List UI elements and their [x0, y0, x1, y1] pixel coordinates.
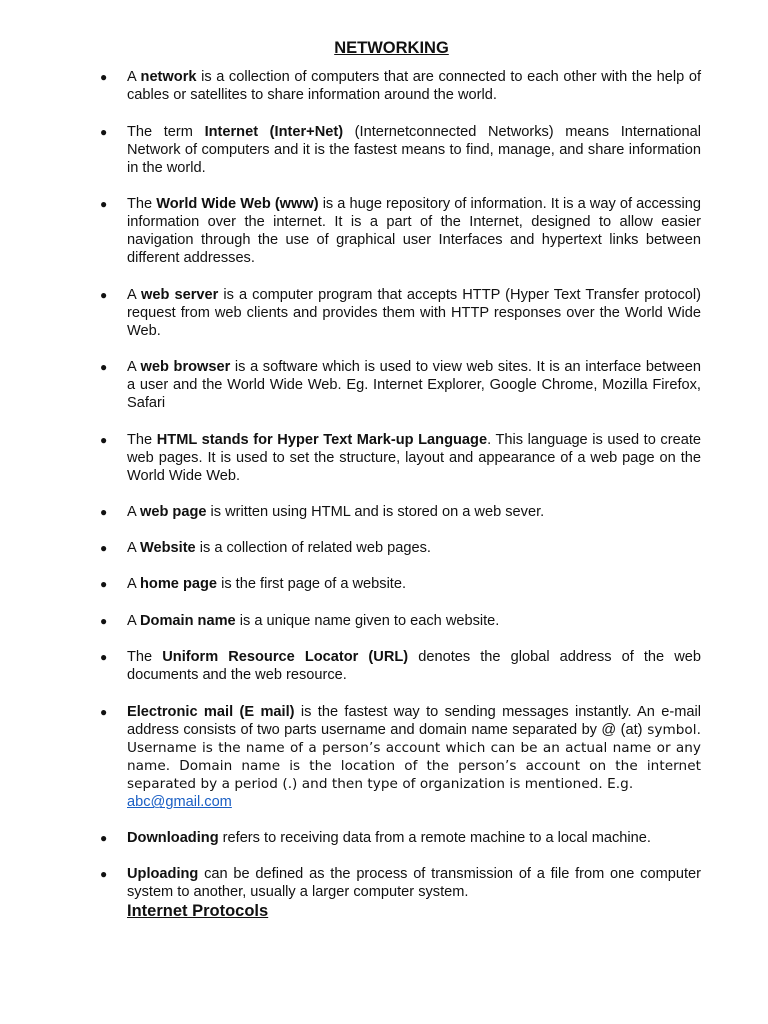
section-heading: Internet Protocols — [127, 902, 269, 920]
term: home page — [139, 576, 218, 592]
item-text: A Domain name is a unique name given to each website. — [127, 613, 500, 629]
item-text: A Website is a collection of related web pages. — [127, 540, 431, 556]
bullet-icon: ● — [100, 705, 108, 719]
term: Uniform Resource Locator (URL) — [162, 649, 409, 665]
bullet-icon: ● — [100, 360, 108, 374]
term: web page — [139, 504, 207, 520]
item-text: The World Wide Web (www) is a huge repository of information. It is a way of accessing information over the internet. It is a part of the Internet, designed to allow easier navigation through the use of graphical user Interfaces and hypertext links between different addresses. — [127, 196, 701, 267]
term: Uploading — [127, 866, 199, 882]
item-text: The HTML stands for Hyper Text Mark-up Language. This language is used to create web pages. It is used to set the structure, layout and appearance of a web page on the World Wide Web. — [127, 432, 701, 485]
term: Website — [139, 540, 196, 556]
item-text: A web browser is a software which is used to view web sites. It is an interface between a user and the World Wide Web. Eg. Internet Explorer, Google Chrome, Mozilla Firefox, Safari — [127, 359, 701, 412]
bullet-icon: ● — [100, 867, 108, 881]
item-text: Uploading can be defined as the process of transmission of a file from one computer system to another, usually a larger computer system. — [127, 866, 701, 901]
term: Internet (Inter+Net) — [204, 124, 344, 140]
bullet-icon: ● — [100, 288, 108, 302]
item-text: The term Internet (Inter+Net) (Internetconnected Networks) means International Network of computers and it is the fastest means to find, manage, and share information in the world. — [127, 124, 702, 177]
term: Electronic mail (E mail) — [127, 704, 295, 720]
bullet-icon: ● — [100, 614, 108, 628]
term: Downloading — [127, 830, 219, 846]
item-text: A home page is the first page of a website. — [127, 576, 407, 592]
bullet-icon: ● — [100, 650, 108, 664]
item-text: A web page is written using HTML and is stored on a web sever. — [127, 504, 545, 520]
term: HTML stands for Hyper Text Mark-up Language — [156, 432, 488, 448]
page-title: NETWORKING — [334, 39, 449, 57]
email-link[interactable]: abc@gmail.com — [127, 794, 232, 811]
bullet-icon: ● — [100, 541, 108, 555]
term: Domain name — [139, 613, 236, 629]
term: web browser — [140, 359, 231, 375]
bullet-icon: ● — [100, 197, 108, 211]
term: World Wide Web (www) — [156, 196, 319, 212]
term: web server — [141, 287, 219, 303]
bullet-icon: ● — [100, 433, 108, 447]
item-text: The Uniform Resource Locator (URL) denotes the global address of the web documents and the web resource. — [127, 649, 702, 684]
term: network — [140, 69, 197, 85]
item-text: Downloading refers to receiving data from a remote machine to a local machine. — [127, 830, 651, 846]
bullet-icon: ● — [100, 125, 108, 139]
bullet-icon: ● — [100, 505, 108, 519]
item-text: A network is a collection of computers that are connected to each other with the help of cables or satellites to share information around the world. — [127, 69, 702, 104]
bullet-icon: ● — [100, 831, 108, 845]
bullet-icon: ● — [100, 70, 108, 84]
bullet-icon: ● — [100, 577, 108, 591]
item-text: A web server is a computer program that accepts HTTP (Hyper Text Transfer protocol) request from web clients and provides them with HTTP responses over the World Wide Web. — [127, 287, 701, 340]
item-text: Electronic mail (E mail) is the fastest way to sending messages instantly. An e-mail address consists of two parts username and domain name separated by @ (at) symbol. Username is the name of a person’s account which can be an actual name or any name. Domain name is the location of the person’s account on the internet separated by a period (.) and then type of organization is mentioned. E.g. abc@gmail.com — [127, 704, 701, 811]
